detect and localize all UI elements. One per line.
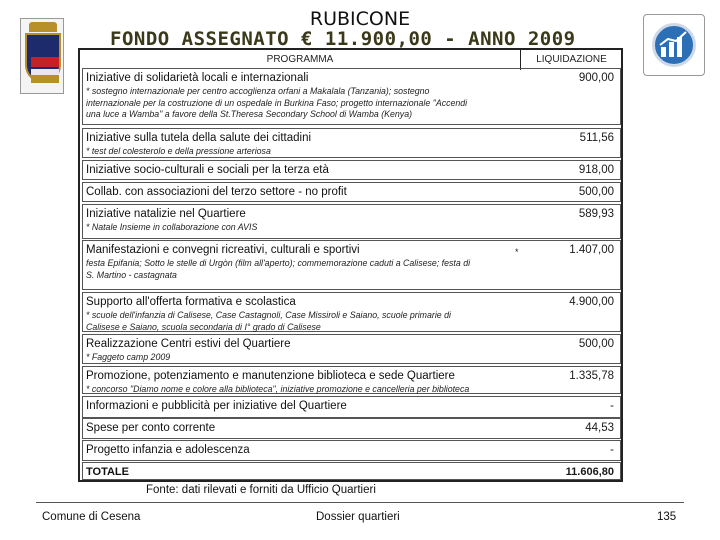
table-row — [82, 240, 621, 290]
row-label: Supporto all'offerta formativa e scolastica — [86, 296, 296, 308]
row-note: una luce a Wamba" a favore della St.Theresa Secondary School di Wamba (Kenya) — [86, 109, 413, 119]
table-row — [82, 68, 621, 125]
row-value: 918,00 — [578, 164, 614, 176]
source-note: Fonte: dati rilevati e forniti da Ufficio Quartieri — [146, 484, 376, 496]
table-row — [82, 440, 621, 461]
row-value: 500,00 — [578, 338, 614, 350]
row-note: * concorso "Diamo nome e colore alla biblioteca", iniziative promozione e cancelleria per biblioteca — [86, 384, 470, 394]
row-value: 4.900,00 — [569, 296, 614, 308]
row-value: 900,00 — [578, 72, 614, 84]
row-label: Manifestazioni e convegni ricreativi, culturali e sportivi — [86, 244, 360, 256]
row-label: Promozione, potenziamento e manutenzione biblioteca e sede Quartiere — [86, 370, 455, 382]
row-value: 511,56 — [579, 132, 614, 144]
row-note: * Faggeto camp 2009 — [86, 352, 171, 362]
table-row — [82, 418, 621, 439]
table-row — [82, 128, 621, 158]
row-note: Calisese e Saiano, scuola secondaria di I° grado di Calisese — [86, 321, 321, 332]
row-note: * scuole dell'infanzia di Calisese, Case Castagnoli, Case Missiroli e Saiano, scuole primarie di — [86, 310, 451, 320]
row-note-marker: * — [515, 247, 519, 257]
bar-chart-logo-icon — [643, 14, 705, 76]
row-label: Iniziative sulla tutela della salute dei cittadini — [86, 132, 312, 144]
row-value: 1.407,00 — [569, 244, 614, 256]
row-note: * sostegno internazionale per centro accoglienza orfani a Makalala (Tanzania); sostegno — [86, 86, 430, 96]
row-note: S. Martino - castagnata — [86, 269, 177, 280]
footer-center: Dossier quartieri — [316, 511, 400, 523]
page-subtitle: FONDO ASSEGNATO € 11.900,00 - ANNO 2009 — [110, 28, 576, 50]
footer-left: Comune di Cesena — [42, 511, 141, 523]
row-note: festa Epifania; Sotto le stelle di Urgòn (film all'aperto); commemorazione caduti a Calisese; festa di — [86, 258, 471, 268]
row-label: TOTALE — [86, 466, 129, 478]
column-header-liquidation: LIQUIDAZIONE — [536, 54, 607, 65]
column-header-program: PROGRAMMA — [266, 54, 334, 65]
row-label: Iniziative di solidarietà locali e internazionali — [86, 72, 309, 84]
row-value: 44,53 — [585, 422, 614, 434]
row-note: internazionale per la costruzione di un ospedale in Burkina Faso; progetto internazionale "Accendi — [86, 97, 468, 108]
table-row — [82, 334, 621, 364]
page-title: RUBICONE — [309, 8, 411, 30]
row-value: - — [610, 400, 614, 412]
row-note: * Natale Insieme in collaborazione con AVIS — [86, 222, 258, 232]
row-value: - — [610, 444, 614, 456]
row-value: 589,93 — [578, 208, 614, 220]
row-label: Realizzazione Centri estivi del Quartiere — [86, 338, 291, 350]
page-number: 135 — [657, 511, 677, 523]
row-label: Spese per conto corrente — [86, 422, 216, 434]
row-value: 11.606,80 — [565, 466, 614, 478]
table-row — [82, 366, 621, 394]
budget-table — [78, 48, 623, 482]
table-row — [82, 396, 621, 418]
table-row — [82, 204, 621, 239]
row-value: 500,00 — [578, 186, 614, 198]
table-row — [82, 292, 621, 332]
footer-divider — [36, 502, 684, 503]
table-row — [82, 160, 621, 180]
row-label: Collab. con associazioni del terzo settore - no profit — [86, 186, 347, 198]
row-label: Iniziative natalizie nel Quartiere — [86, 208, 246, 220]
table-row — [82, 462, 621, 480]
row-label: Iniziative socio-culturali e sociali per la terza età — [86, 164, 329, 176]
row-label: Progetto infanzia e adolescenza — [86, 444, 250, 456]
row-value: 1.335,78 — [569, 370, 614, 382]
row-note: * test del colesterolo e della pressione arteriosa — [86, 146, 271, 156]
row-label: Informazioni e pubblicità per iniziative del Quartiere — [86, 400, 347, 412]
table-row — [82, 182, 621, 202]
